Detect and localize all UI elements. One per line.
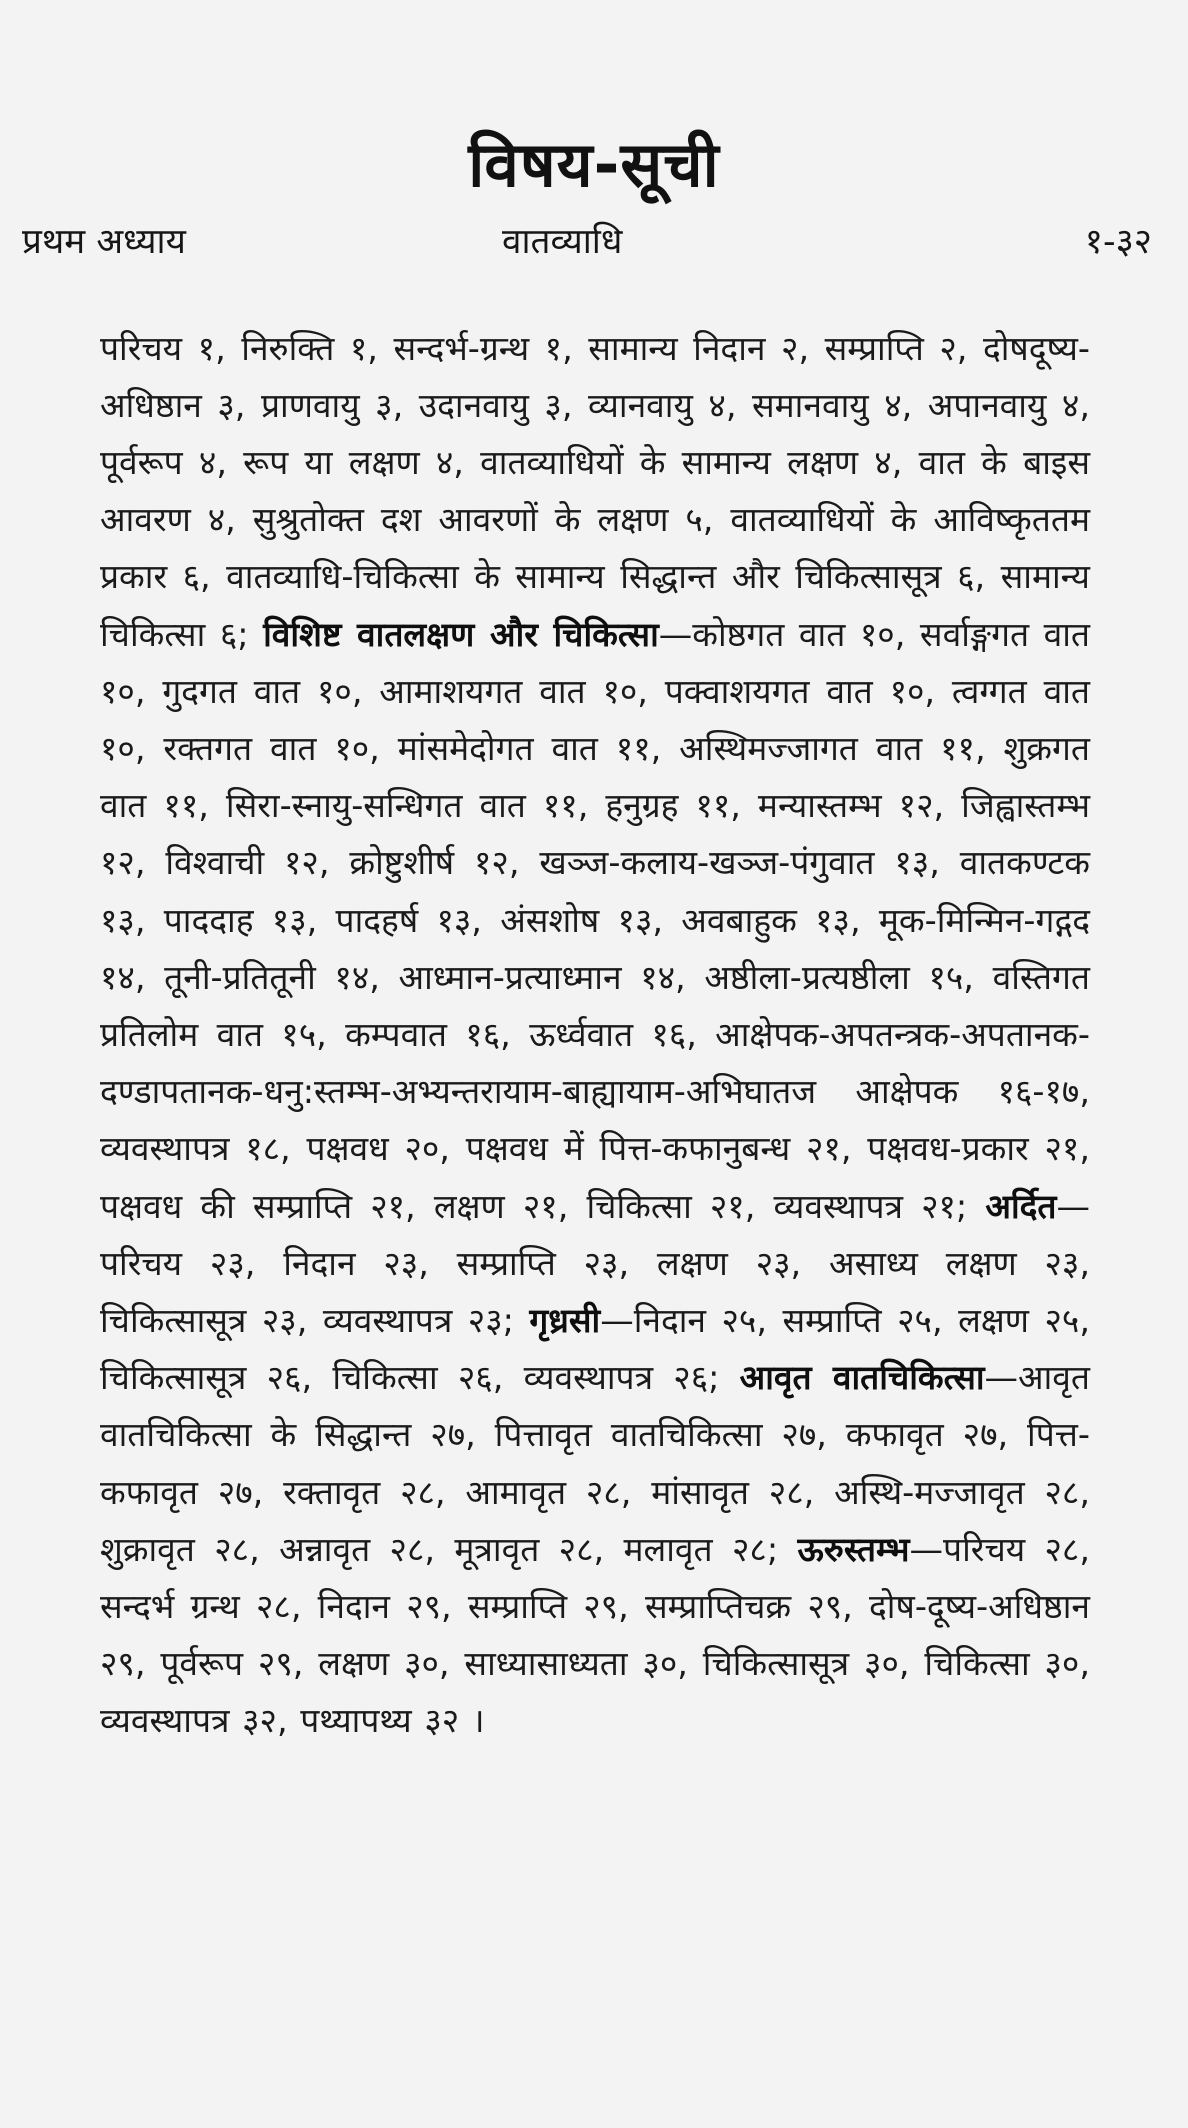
section-heading-ardit: अर्दित (985, 1186, 1057, 1226)
contents-text: —कोष्ठगत वात १०, सर्वाङ्गगत वात १०, गुदगत वात १०, आमाशयगत वात १०, पक्वाशयगत वात १०, त्वग्गत वात १०, रक्तगत वात १०, मांसमेदोगत वात ११, अस्थिमज्जागत वात ११, शुक्रगत वात ११, सिरा-स्नायु-सन्धिगत वात ११, हनुग्रह ११, मन्यास्तम्भ १२, जिह्वास्तम्भ १२, विश्वाची १२, क्रोष्टुशीर्ष १२, खञ्ज-कलाय-खञ्ज-पंगुवात १३, वातकण्टक १३, पाददाह १३, पादहर्ष १३, अंसशोष १३, अवबाहुक १३, मूक-मिन्मिन-गद्गद १४, तूनी-प्रतितूनी १४, आध्मान-प्रत्याध्मान १४, अष्ठीला-प्रत्यष्ठीला १५, वस्तिगत प्रतिलोम वात १५, कम्पवात १६, ऊर्ध्ववात १६, आक्षेपक-अपतन्त्रक-अपतानक-दण्डापतानक-धनु:स्तम्भ-अभ्यन्तरायाम-बाह्यायाम-अभिघातज आक्षेपक १६-१७, व्यवस्थापत्र १८, पक्षवध २०, पक्षवध में पित्त-कफानुबन्ध २१, पक्षवध-प्रकार २१, पक्षवध की सम्प्राप्ति २१, लक्षण २१, चिकित्सा २१, व्यवस्थापत्र २१; (100, 614, 1090, 1226)
chapter-topic: वातव्याधि (502, 222, 623, 262)
contents-text: —परिचय २८, सन्दर्भ ग्रन्थ २८, निदान २९, सम्प्राप्ति २९, सम्प्राप्तिचक्र २९, दोष-दूष्य-अधिष्ठान २९, पूर्वरूप २९, लक्षण ३०, साध्यासाध्यता ३०, चिकित्सासूत्र ३०, चिकित्सा ३०, व्यवस्थापत्र ३२, पथ्यापथ्य ३२ । (100, 1529, 1090, 1741)
section-heading-gridhrasi: गृध्रसी (529, 1300, 601, 1340)
page-title: विषय-सूची (468, 127, 720, 201)
chapter-heading (22, 212, 1152, 272)
contents-text: —परिचय २३, निदान २३, सम्प्राप्ति २३, लक्षण २३, असाध्य लक्षण २३, चिकित्सासूत्र २३, व्यवस्थापत्र २३; (100, 1186, 1090, 1340)
section-heading-avrit: आवृत वातचिकित्सा (739, 1358, 985, 1398)
section-heading-vishisht: विशिष्ट वातलक्षण और चिकित्सा (263, 614, 659, 654)
contents-text: —निदान २५, सम्प्राप्ति २५, लक्षण २५, चिकित्सासूत्र २६, चिकित्सा २६, व्यवस्थापत्र २६; (100, 1300, 1090, 1398)
chapter-label: प्रथम अध्याय (22, 222, 186, 262)
contents-text: परिचय १, निरुक्ति १, सन्दर्भ-ग्रन्थ १, सामान्य निदान २, सम्प्राप्ति २, दोषदूष्य-अधिष्ठान ३, प्राणवायु ३, उदानवायु ३, व्यानवायु ४, समानवायु ४, अपानवायु ४, पूर्वरूप ४, रूप या लक्षण ४, वातव्याधियों के सामान्य लक्षण ४, वात के बाइस आवरण ४, सुश्रुतोक्त दश आवरणों के लक्षण ५, वातव्याधियों के आविष्कृततम प्रकार ६, वातव्याधि-चिकित्सा के सामान्य सिद्धान्त और चिकित्सासूत्र ६, सामान्य चिकित्सा ६; (100, 328, 1090, 654)
section-heading-urustambha: ऊरुस्तम्भ (797, 1529, 910, 1569)
contents-text: —आवृत वातचिकित्सा के सिद्धान्त २७, पित्तावृत वातचिकित्सा २७, कफावृत २७, पित्त-कफावृत २७, रक्तावृत २८, आमावृत २८, मांसावृत २८, अस्थि-मज्जावृत २८, शुक्रावृत २८, अन्नावृत २८, मूत्रावृत २८, मलावृत २८; (100, 1358, 1091, 1569)
chapter-page-range: १-३२ (1084, 222, 1152, 262)
contents-paragraph (100, 320, 1090, 1750)
